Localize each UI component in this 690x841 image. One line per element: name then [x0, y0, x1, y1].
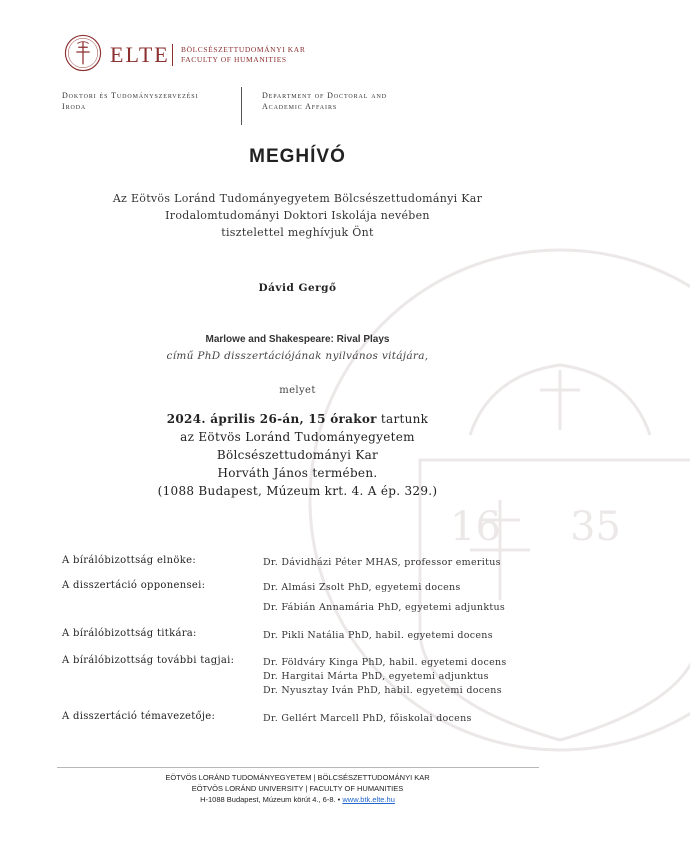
committee-label: A bírálóbizottság további tagjai:: [62, 655, 235, 666]
committee-label: A disszertáció témavezetője:: [62, 711, 216, 722]
committee-member: Dr. Dávidházi Péter MHAS, professor emeritus: [263, 557, 501, 568]
committee-member: Dr. Földváry Kinga PhD, habil. egyetemi docens: [263, 657, 507, 668]
svg-text:16: 16: [450, 504, 501, 550]
event-date-line: [0, 410, 595, 428]
committee-label: A bírálóbizottság elnöke:: [62, 555, 196, 566]
committee-member: Dr. Fábián Annamária PhD, egyetemi adjunktus: [263, 602, 506, 613]
svg-text:35: 35: [570, 504, 621, 550]
invitation-intro: [0, 190, 595, 241]
department-en-line1: Department of Doctoral and: [262, 91, 387, 100]
venue-line: Horváth János termében.: [217, 466, 378, 480]
footer-line-en: EÖTVÖS LORÁND UNIVERSITY | FACULTY OF HUMANITIES: [191, 784, 404, 793]
intro-line: Az Eötvös Loránd Tudományegyetem Bölcsészettudományi Kar: [112, 192, 483, 205]
intro-line: tisztelettel meghívjuk Önt: [221, 226, 374, 239]
event-date: 2024. április 26-án, 15 órakor: [166, 412, 377, 426]
committee-member: Dr. Hargitai Márta PhD, egyetemi adjunktus: [263, 671, 489, 682]
footer-address: H-1088 Budapest, Múzeum körút 4., 6-8. •: [200, 795, 343, 804]
logo-wordmark: ELTE: [110, 42, 170, 67]
department-divider: [241, 87, 242, 125]
candidate-name: Dávid Gergő: [258, 282, 337, 294]
committee-member: Dr. Almási Zsolt PhD, egyetemi docens: [263, 582, 461, 593]
committee-member: Dr. Nyusztay Iván PhD, habil. egyetemi docens: [263, 685, 502, 696]
connector-text: melyet: [279, 385, 316, 396]
committee-label: A disszertáció opponensei:: [62, 580, 206, 591]
thesis-subtitle: című PhD disszertációjának nyilvános vitájára,: [166, 350, 429, 362]
venue-address: (1088 Budapest, Múzeum krt. 4. A ép. 329.): [157, 484, 438, 498]
venue-line: az Eötvös Loránd Tudományegyetem: [180, 430, 415, 444]
event-details: [0, 410, 595, 500]
website-link[interactable]: www.btk.elte.hu: [342, 795, 395, 804]
venue-line: Bölcsészettudományi Kar: [216, 448, 379, 462]
elte-seal-logo: [64, 34, 102, 72]
department-hu: [62, 90, 242, 112]
department-en-line2: Academic Affairs: [262, 102, 338, 111]
intro-line: Irodalomtudományi Doktori Iskolája nevében: [165, 209, 430, 222]
department-hu-line1: Doktori és Tudományszervezési: [62, 91, 199, 100]
department-en: [262, 90, 462, 112]
committee-member: Dr. Pikli Natália PhD, habil. egyetemi docens: [263, 630, 493, 641]
department-hu-line2: Iroda: [62, 102, 87, 111]
committee-label: A bírálóbizottság titkára:: [62, 628, 197, 639]
page-title: MEGHÍVÓ: [249, 146, 346, 167]
committee-member: Dr. Gellért Marcell PhD, főiskolai docens: [263, 713, 472, 724]
logo-divider: [172, 44, 173, 66]
footer-line-hu: EÖTVÖS LORÁND TUDOMÁNYEGYETEM | BÖLCSÉSZETTUDOMÁNYI KAR: [165, 773, 430, 782]
logo-faculty-en: FACULTY OF HUMANITIES: [181, 55, 287, 64]
footer-address-line: [0, 794, 595, 805]
footer: [0, 772, 595, 805]
logo-faculty-hu: BÖLCSÉSZETTUDOMÁNYI KAR: [181, 45, 306, 54]
footer-divider: [57, 767, 539, 768]
logo-faculty: [181, 45, 305, 65]
event-date-suffix: tartunk: [376, 412, 429, 426]
thesis-title: Marlowe and Shakespeare: Rival Plays: [205, 334, 390, 345]
